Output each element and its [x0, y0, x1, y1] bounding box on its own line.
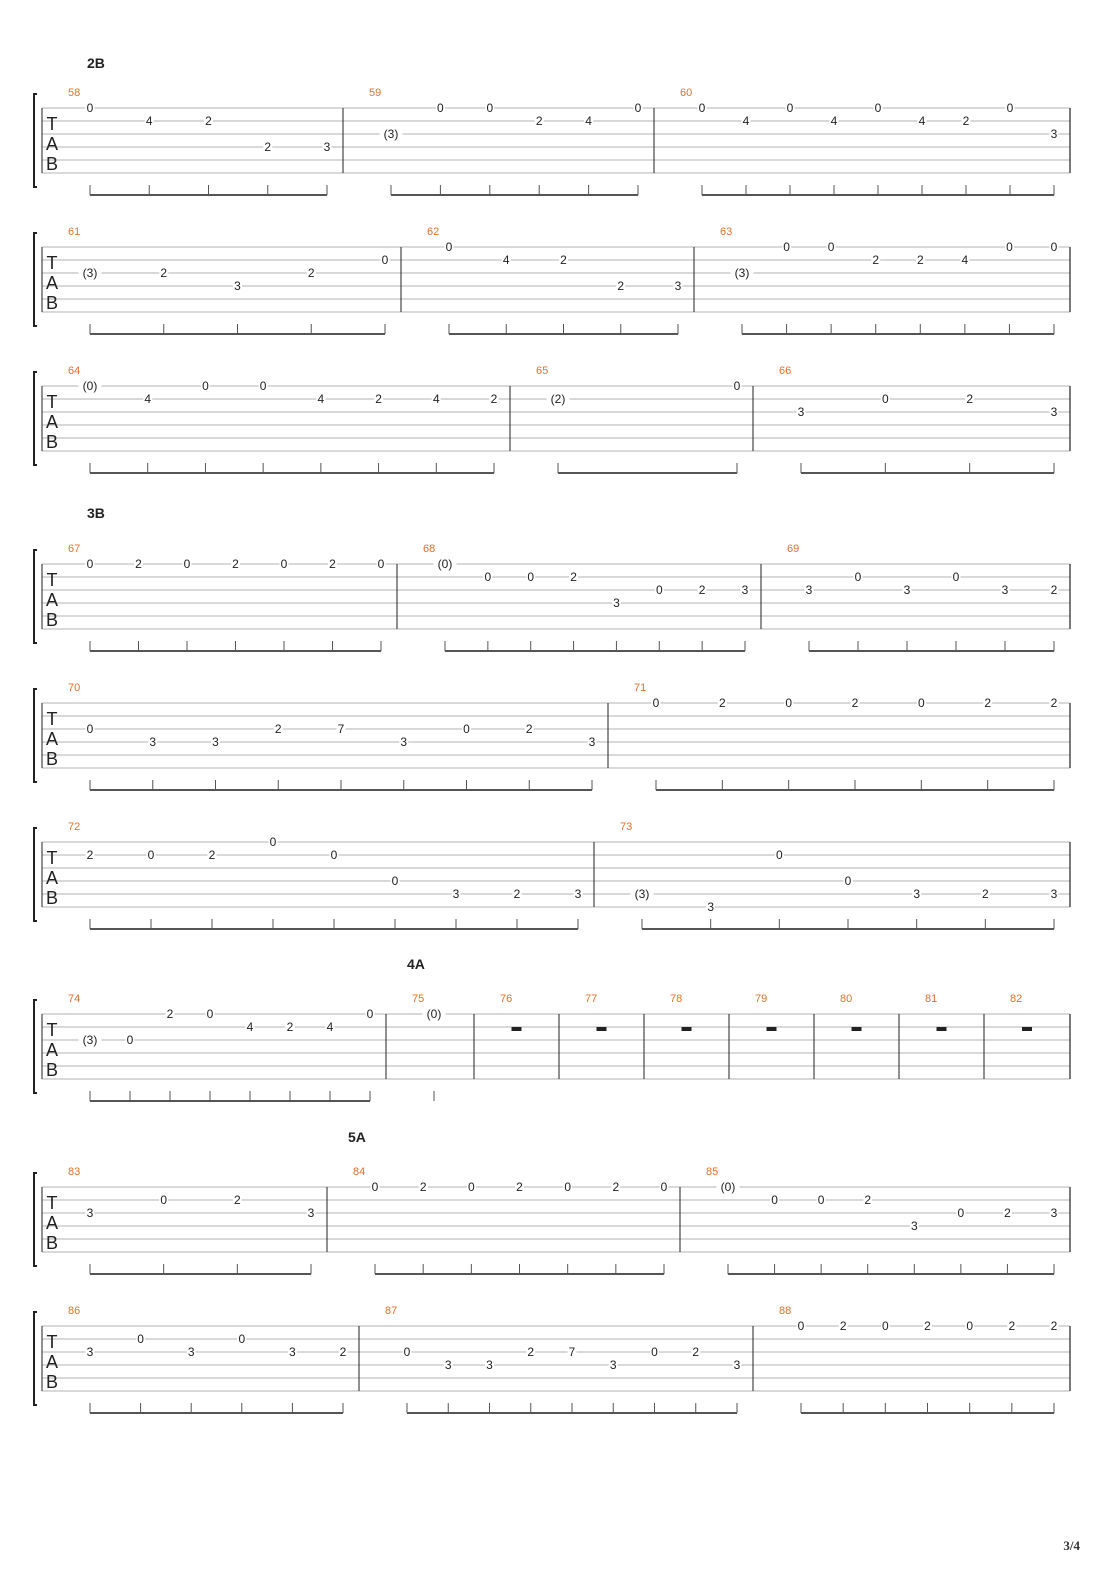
measure-number: 75 — [412, 993, 425, 1005]
fret-number: 3 — [674, 279, 682, 293]
fret-number: 0 — [660, 1180, 668, 1194]
measure-number: 77 — [585, 993, 598, 1005]
tab-clef-t: T — [46, 848, 58, 868]
fret-number: 0 — [874, 101, 882, 115]
fret-number: 2 — [516, 1180, 523, 1194]
whole-rest — [937, 1027, 947, 1031]
fret-number: 2 — [560, 253, 567, 267]
fret-number: (0) — [82, 379, 98, 393]
tab-clef-a: A — [45, 590, 59, 610]
fret-number: 3 — [797, 405, 805, 419]
fret-number: 2 — [307, 266, 315, 280]
fret-number: 4 — [918, 114, 926, 128]
fret-number: 2 — [966, 392, 974, 406]
fret-number: 3 — [452, 887, 460, 901]
fret-number: 7 — [337, 722, 345, 736]
fret-number: 0 — [771, 1193, 778, 1207]
fret-number: 3 — [910, 1219, 918, 1233]
fret-number: (3) — [82, 266, 98, 280]
fret-number: 0 — [797, 1319, 805, 1333]
fret-number: 2 — [339, 1345, 347, 1359]
fret-number: 4 — [326, 1020, 334, 1034]
whole-rest — [767, 1027, 777, 1031]
system-bracket — [34, 233, 37, 326]
fret-number: (3) — [634, 887, 650, 901]
measure-number: 84 — [353, 1166, 366, 1178]
tab-clef-t: T — [46, 1332, 58, 1352]
fret-number: 2 — [166, 1007, 174, 1021]
fret-number: 2 — [1050, 1319, 1058, 1333]
system-bracket — [34, 372, 37, 465]
fret-number: 0 — [854, 570, 862, 584]
fret-number: 0 — [1006, 101, 1014, 115]
fret-number: (3) — [383, 127, 399, 141]
fret-number: 0 — [652, 696, 660, 710]
measure-number: 66 — [779, 365, 792, 377]
fret-number: 4 — [585, 114, 592, 128]
measure-number: 74 — [68, 993, 81, 1005]
measure-number: 65 — [536, 365, 549, 377]
fret-number: 0 — [786, 101, 794, 115]
fret-number: 0 — [126, 1033, 134, 1047]
tab-clef-t: T — [46, 709, 58, 729]
fret-number: 0 — [484, 570, 492, 584]
fret-number: 2 — [525, 722, 533, 736]
fret-number: 4 — [432, 392, 440, 406]
section-label: 2B — [87, 55, 105, 71]
fret-number: 4 — [317, 392, 325, 406]
fret-number: 0 — [183, 557, 191, 571]
fret-number: 3 — [913, 887, 921, 901]
section-label: 5A — [348, 1129, 366, 1145]
fret-number: 2 — [160, 266, 168, 280]
fret-number: 0 — [1050, 240, 1058, 254]
tab-clef-t: T — [46, 1193, 58, 1213]
fret-number: 0 — [651, 1345, 658, 1359]
fret-number: 0 — [785, 696, 793, 710]
fret-number: 0 — [966, 1319, 974, 1333]
tab-clef-t: T — [46, 392, 58, 412]
fret-number: 2 — [205, 114, 212, 128]
fret-number: 2 — [718, 696, 726, 710]
system-bracket — [34, 1312, 37, 1405]
fret-number: 0 — [698, 101, 706, 115]
fret-number: 0 — [437, 101, 444, 115]
fret-number: 3 — [86, 1345, 94, 1359]
measure-number: 69 — [787, 543, 800, 555]
tab-clef-a: A — [45, 1040, 59, 1060]
fret-number: 2 — [419, 1180, 427, 1194]
measure-number: 85 — [706, 1166, 719, 1178]
fret-number: 3 — [1001, 583, 1009, 597]
fret-number: 0 — [445, 240, 453, 254]
fret-number: 2 — [535, 114, 543, 128]
fret-number: 3 — [1050, 127, 1058, 141]
measure-number: 60 — [680, 87, 693, 99]
fret-number: 0 — [391, 874, 399, 888]
whole-rest — [1022, 1027, 1032, 1031]
fret-number: 2 — [232, 557, 239, 571]
fret-number: 0 — [564, 1180, 572, 1194]
fret-number: 0 — [147, 848, 155, 862]
fret-number: 3 — [486, 1358, 493, 1372]
fret-number: 4 — [144, 392, 152, 406]
measure-number: 72 — [68, 821, 81, 833]
fret-number: 0 — [881, 1319, 889, 1333]
fret-number: 0 — [634, 101, 642, 115]
fret-number: 0 — [238, 1332, 246, 1346]
whole-rest — [597, 1027, 607, 1031]
fret-number: 2 — [851, 696, 859, 710]
fret-number: 0 — [160, 1193, 168, 1207]
fret-number: 0 — [733, 379, 741, 393]
whole-rest — [512, 1027, 522, 1031]
fret-number: 2 — [570, 570, 577, 584]
fret-number: 3 — [86, 1206, 94, 1220]
fret-number: 0 — [881, 392, 889, 406]
measure-number: 88 — [779, 1305, 792, 1317]
fret-number: 3 — [212, 735, 219, 749]
fret-number: 0 — [486, 101, 494, 115]
measure-number: 79 — [755, 993, 768, 1005]
fret-number: (3) — [734, 266, 750, 280]
measure-number: 58 — [68, 87, 81, 99]
fret-number: 0 — [655, 583, 663, 597]
fret-number: 0 — [917, 696, 925, 710]
fret-number: 4 — [830, 114, 838, 128]
fret-number: 3 — [1050, 887, 1058, 901]
fret-number: 3 — [234, 279, 241, 293]
system-bracket — [34, 689, 37, 782]
section-label: 4A — [407, 956, 425, 972]
fret-number: 2 — [984, 696, 992, 710]
fret-number: 3 — [444, 1358, 452, 1372]
tab-clef-b: B — [45, 1372, 59, 1392]
fret-number: 2 — [490, 392, 498, 406]
section-label: 3B — [87, 505, 105, 521]
fret-number: 0 — [330, 848, 338, 862]
measure-number: 78 — [670, 993, 683, 1005]
fret-number: 2 — [1008, 1319, 1016, 1333]
fret-number: 3 — [323, 140, 331, 154]
fret-number: 0 — [86, 101, 94, 115]
fret-number: 4 — [742, 114, 750, 128]
fret-number: 3 — [741, 583, 749, 597]
fret-number: 2 — [698, 583, 706, 597]
system-bracket — [34, 1000, 37, 1093]
fret-number: 3 — [187, 1345, 195, 1359]
fret-number: (3) — [82, 1033, 98, 1047]
fret-number: 2 — [981, 887, 989, 901]
fret-number: 2 — [1050, 696, 1058, 710]
fret-number: 0 — [280, 557, 288, 571]
system-bracket — [34, 828, 37, 921]
fret-number: 7 — [568, 1345, 576, 1359]
fret-number: 3 — [400, 735, 408, 749]
measure-number: 76 — [500, 993, 513, 1005]
measure-number: 83 — [68, 1166, 81, 1178]
fret-number: 3 — [805, 583, 813, 597]
measure-number: 80 — [840, 993, 853, 1005]
fret-number: 0 — [467, 1180, 475, 1194]
fret-number: 2 — [329, 557, 336, 571]
tab-clef-t: T — [46, 570, 58, 590]
tab-clef-t: T — [46, 1020, 58, 1040]
fret-number: 0 — [377, 557, 385, 571]
fret-number: 0 — [463, 722, 470, 736]
fret-number: 2 — [286, 1020, 294, 1034]
system-bracket — [34, 1173, 37, 1266]
fret-number: 4 — [502, 253, 510, 267]
tab-clef-b: B — [45, 610, 59, 630]
measure-number: 73 — [620, 821, 633, 833]
fret-number: 0 — [371, 1180, 379, 1194]
fret-number: 4 — [145, 114, 153, 128]
fret-number: 3 — [609, 1358, 617, 1372]
fret-number: 0 — [952, 570, 960, 584]
measure-number: 81 — [925, 993, 938, 1005]
fret-number: 3 — [1050, 405, 1058, 419]
fret-number: 2 — [375, 392, 382, 406]
tab-clef-t: T — [46, 253, 58, 273]
tab-clef-a: A — [45, 868, 59, 888]
fret-number: 0 — [269, 835, 277, 849]
fret-number: 2 — [916, 253, 924, 267]
fret-number: 2 — [872, 253, 880, 267]
fret-number: 3 — [613, 596, 620, 610]
fret-number: 2 — [1050, 583, 1058, 597]
tab-clef-b: B — [45, 1233, 59, 1253]
measure-number: 71 — [634, 682, 647, 694]
fret-number: 0 — [957, 1206, 965, 1220]
fret-number: 2 — [233, 1193, 241, 1207]
tab-clef-a: A — [45, 729, 59, 749]
fret-number: 2 — [1004, 1206, 1011, 1220]
fret-number: 4 — [961, 253, 969, 267]
fret-number: (0) — [437, 557, 453, 571]
measure-number: 64 — [68, 365, 81, 377]
measure-number: 61 — [68, 226, 81, 238]
tab-clef-b: B — [45, 888, 59, 908]
fret-number: 0 — [202, 379, 209, 393]
tab-clef-b: B — [45, 749, 59, 769]
tab-clef-b: B — [45, 293, 59, 313]
fret-number: 0 — [527, 570, 535, 584]
fret-number: 0 — [817, 1193, 825, 1207]
measure-number: 59 — [369, 87, 382, 99]
fret-number: 0 — [1006, 240, 1013, 254]
fret-number: 2 — [617, 279, 625, 293]
measure-number: 70 — [68, 682, 81, 694]
fret-number: 0 — [775, 848, 783, 862]
fret-number: 0 — [381, 253, 389, 267]
fret-number: 2 — [264, 140, 272, 154]
tab-clef-a: A — [45, 273, 59, 293]
fret-number: 0 — [366, 1007, 374, 1021]
fret-number: 0 — [86, 722, 94, 736]
measure-number: 87 — [385, 1305, 398, 1317]
tab-clef-a: A — [45, 412, 59, 432]
fret-number: 2 — [135, 557, 142, 571]
tab-clef-a: A — [45, 1213, 59, 1233]
fret-number: (0) — [426, 1007, 442, 1021]
tab-clef-a: A — [45, 134, 59, 154]
fret-number: 3 — [733, 1358, 741, 1372]
fret-number: 3 — [307, 1206, 315, 1220]
fret-number: 0 — [844, 874, 852, 888]
fret-number: 2 — [692, 1345, 700, 1359]
tab-clef-t: T — [46, 114, 58, 134]
fret-number: 4 — [246, 1020, 254, 1034]
fret-number: 2 — [208, 848, 216, 862]
tab-clef-b: B — [45, 1060, 59, 1080]
tab-clef-b: B — [45, 432, 59, 452]
tab-clef-b: B — [45, 154, 59, 174]
fret-number: 0 — [783, 240, 790, 254]
fret-number: 2 — [527, 1345, 535, 1359]
fret-number: 3 — [588, 735, 596, 749]
fret-number: 2 — [864, 1193, 872, 1207]
fret-number: 3 — [707, 900, 715, 914]
fret-number: 3 — [574, 887, 582, 901]
fret-number: 2 — [513, 887, 521, 901]
measure-number: 68 — [423, 543, 436, 555]
fret-number: 0 — [86, 557, 94, 571]
fret-number: 2 — [962, 114, 970, 128]
fret-number: 2 — [924, 1319, 931, 1333]
fret-number: (0) — [720, 1180, 736, 1194]
fret-number: 3 — [903, 583, 911, 597]
fret-number: 0 — [137, 1332, 144, 1346]
fret-number: 2 — [839, 1319, 847, 1333]
fret-number: 0 — [827, 240, 835, 254]
measure-number: 63 — [720, 226, 733, 238]
system-bracket — [34, 94, 37, 187]
whole-rest — [852, 1027, 862, 1031]
fret-number: 0 — [206, 1007, 214, 1021]
fret-number: 3 — [289, 1345, 296, 1359]
fret-number: 3 — [1050, 1206, 1058, 1220]
measure-number: 82 — [1010, 993, 1023, 1005]
tab-clef-a: A — [45, 1352, 59, 1372]
page-number: 3/4 — [1063, 1538, 1080, 1553]
measure-number: 67 — [68, 543, 81, 555]
system-bracket — [34, 550, 37, 643]
measure-number: 62 — [427, 226, 440, 238]
fret-number: 0 — [403, 1345, 411, 1359]
fret-number: 0 — [259, 379, 267, 393]
fret-number: 2 — [86, 848, 94, 862]
measure-number: 86 — [68, 1305, 81, 1317]
fret-number: 2 — [612, 1180, 620, 1194]
fret-number: 2 — [274, 722, 282, 736]
whole-rest — [682, 1027, 692, 1031]
fret-number: (2) — [550, 392, 566, 406]
fret-number: 3 — [149, 735, 157, 749]
